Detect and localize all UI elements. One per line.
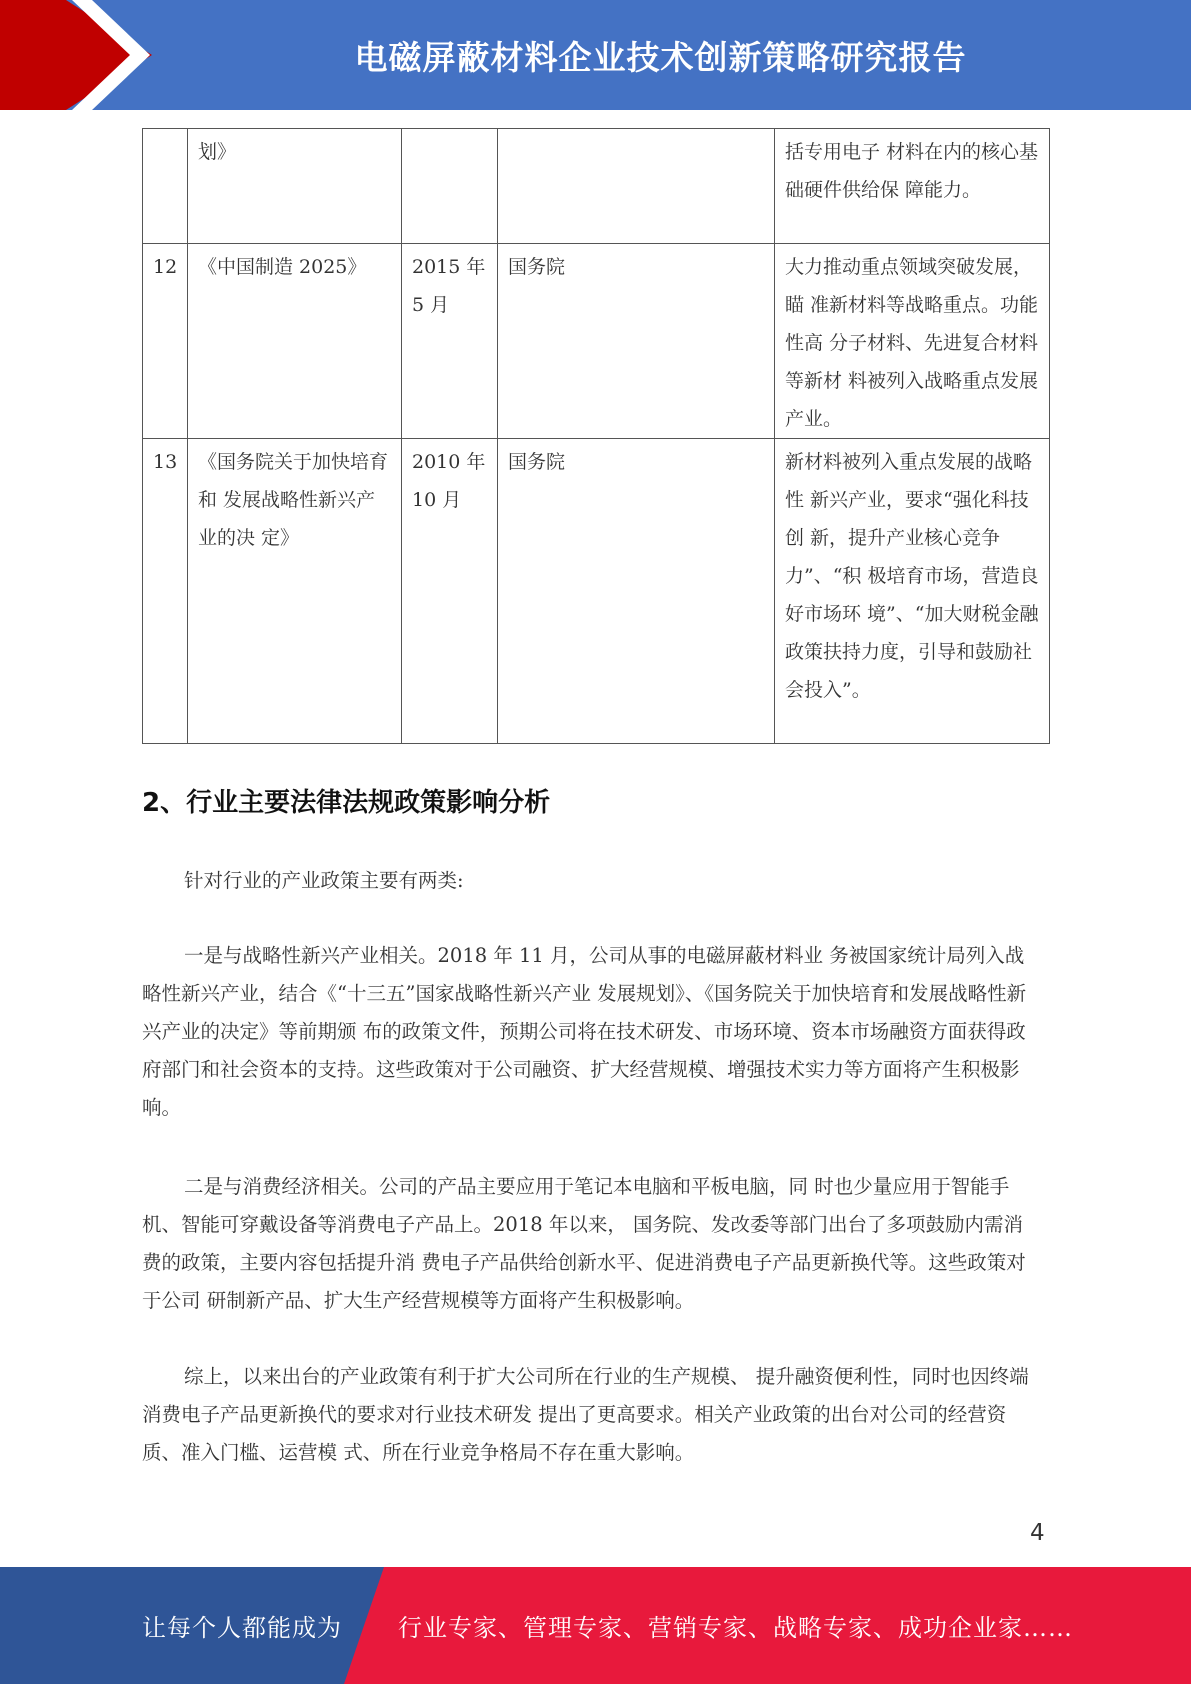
cell-content: 大力推动重点领域突破发展，瞄 准新材料等战略重点。功能性高 分子材料、先进复合材料等新材 料被列入战略重点发展产业。 — [775, 244, 1050, 439]
report-title: 电磁屏蔽材料企业技术创新策略研究报告 — [354, 37, 967, 77]
cell-no: 13 — [143, 439, 188, 744]
paragraph-consumer-economy: 二是与消费经济相关。公司的产品主要应用于笔记本电脑和平板电脑，同 时也少量应用于智能手机、智能可穿戴设备等消费电子产品上。2018 年以来， 国务院、发改委等部门出台了多项鼓励内需消费的政策，主要内容包括提升消 费电子产品供给创新水平、促进消费电子产品更新换代等。这些政策对于公司 研制新产品、扩大生产经营规模等方面将产生积极影响。 — [142, 1175, 1026, 1312]
footer-slogan-left: 让每个人都能成为 — [142, 1614, 342, 1642]
cell-content: 括专用电子 材料在内的核心基础硬件供给保 障能力。 — [775, 129, 1050, 244]
cell-date: 2015 年 5 月 — [402, 244, 498, 439]
paragraph-summary: 综上，以来出台的产业政策有利于扩大公司所在行业的生产规模、 提升融资便利性，同时也因终端消费电子产品更新换代的要求对行业技术研发 提出了更高要求。相关产业政策的出台对公司的经营资质、准入门槛、运营模 式、所在行业竞争格局不存在重大影响。 — [142, 1365, 1029, 1464]
paragraph-strategic-industry: 一是与战略性新兴产业相关。2018 年 11 月，公司从事的电磁屏蔽材料业 务被国家统计局列入战略性新兴产业，结合《“十三五”国家战略性新兴产业 发展规划》、《国务院关于加快培育和发展战略性新兴产业的决定》等前期颁 布的政策文件，预期公司将在技术研发、市场环境、资本市场融资方面获得政 府部门和社会资本的支持。这些政策对于公司融资、扩大经营规模、增强技术实力等方面将产生积极影响。 — [142, 944, 1027, 1119]
cell-policy-name: 划》 — [188, 129, 402, 244]
report-footer — [0, 1567, 1191, 1684]
report-header — [0, 0, 1191, 110]
cell-date — [402, 129, 498, 244]
cell-date: 2010 年 10 月 — [402, 439, 498, 744]
cell-issuer: 国务院 — [498, 244, 775, 439]
cell-issuer — [498, 129, 775, 244]
cell-policy-name: 《国务院关于加快培育和 发展战略性新兴产业的决 定》 — [188, 439, 402, 744]
cell-policy-name: 《中国制造 2025》 — [188, 244, 402, 439]
paragraph-intro: 针对行业的产业政策主要有两类: — [184, 869, 464, 892]
page-number: 4 — [1030, 1520, 1045, 1546]
section-heading: 2、行业主要法律法规政策影响分析 — [142, 788, 551, 818]
policy-table — [142, 128, 1050, 744]
cell-no — [143, 129, 188, 244]
cell-content: 新材料被列入重点发展的战略性 新兴产业，要求“强化科技创 新，提升产业核心竞争力”、“积 极培育市场，营造良好市场环 境”、“加大财税金融政策扶持力度，引导和鼓励社会投入”。 — [775, 439, 1050, 744]
header-red-chevron — [0, 0, 180, 110]
cell-no: 12 — [143, 244, 188, 439]
table-row — [143, 439, 1050, 744]
footer-slogan-right: 行业专家、管理专家、营销专家、战略专家、成功企业家…… — [398, 1614, 1073, 1642]
table-row — [143, 244, 1050, 439]
table-row — [143, 129, 1050, 244]
cell-issuer: 国务院 — [498, 439, 775, 744]
